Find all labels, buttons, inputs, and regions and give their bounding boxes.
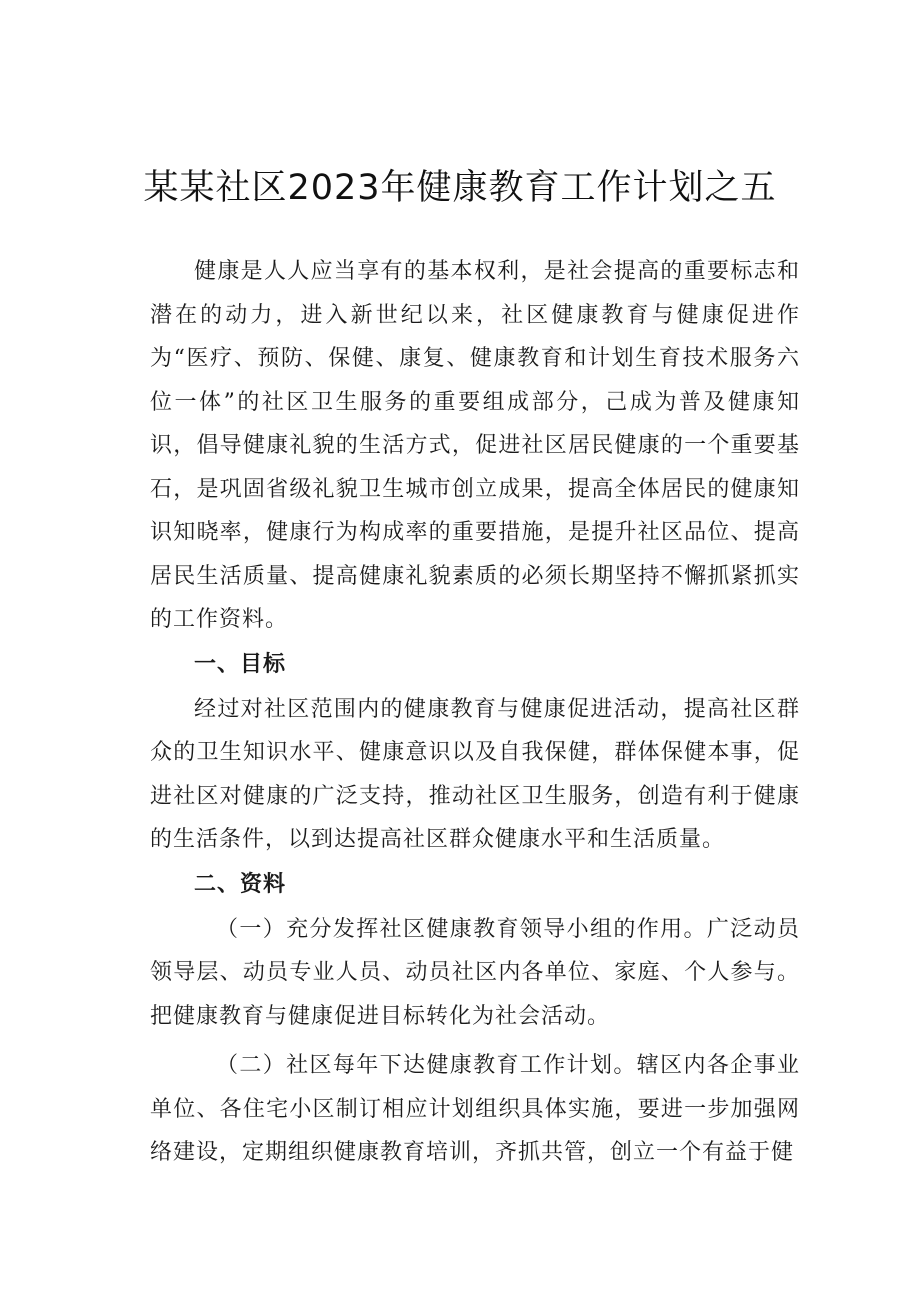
materials-item-2: （二）社区每年下达健康教育工作计划。辖区内各企事业单位、各住宅小区制订相应计划组织具体实施，要进一步加强网络建设，定期组织健康教育培训，齐抓共管，创立一个有益于健	[150, 1053, 800, 1165]
document-title: 某某社区2023年健康教育工作计划之五	[143, 168, 777, 208]
section-heading-materials: 二、资料	[194, 871, 287, 897]
intro-paragraph: 健康是人人应当享有的基本权利，是社会提高的重要标志和潜在的动力，进入新世纪以来，社区健康教育与健康促进作为“医疗、预防、保健、康复、健康教育和计划生育技术服务六位一体”的社区卫生服务的重要组成部分，己成为普及健康知识，倡导健康礼貌的生活方式，促进社区居民健康的一个重要基石，是巩固省级礼貌卫生城市创立成果，提高全体居民的健康知识知晓率，健康行为构成率的重要措施，是提升社区品位、提高居民生活质量、提高健康礼貌素质的必须长期坚持不懈抓紧抓实的工作资料。	[150, 259, 800, 632]
section-heading-goals: 一、目标	[194, 651, 287, 677]
document-body	[150, 250, 800, 1181]
goals-paragraph: 经过对社区范围内的健康教育与健康促进活动，提高社区群众的卫生知识水平、健康意识以及自我保健，群体保健本事，促进社区对健康的广泛支持，推动社区卫生服务，创造有利于健康的生活条件，以到达提高社区群众健康水平和生活质量。	[150, 696, 800, 852]
materials-item-1: （一）充分发挥社区健康教育领导小组的作用。广泛动员领导层、动员专业人员、动员社区内各单位、家庭、个人参与。把健康教育与健康促进目标转化为社会活动。	[150, 916, 800, 1029]
